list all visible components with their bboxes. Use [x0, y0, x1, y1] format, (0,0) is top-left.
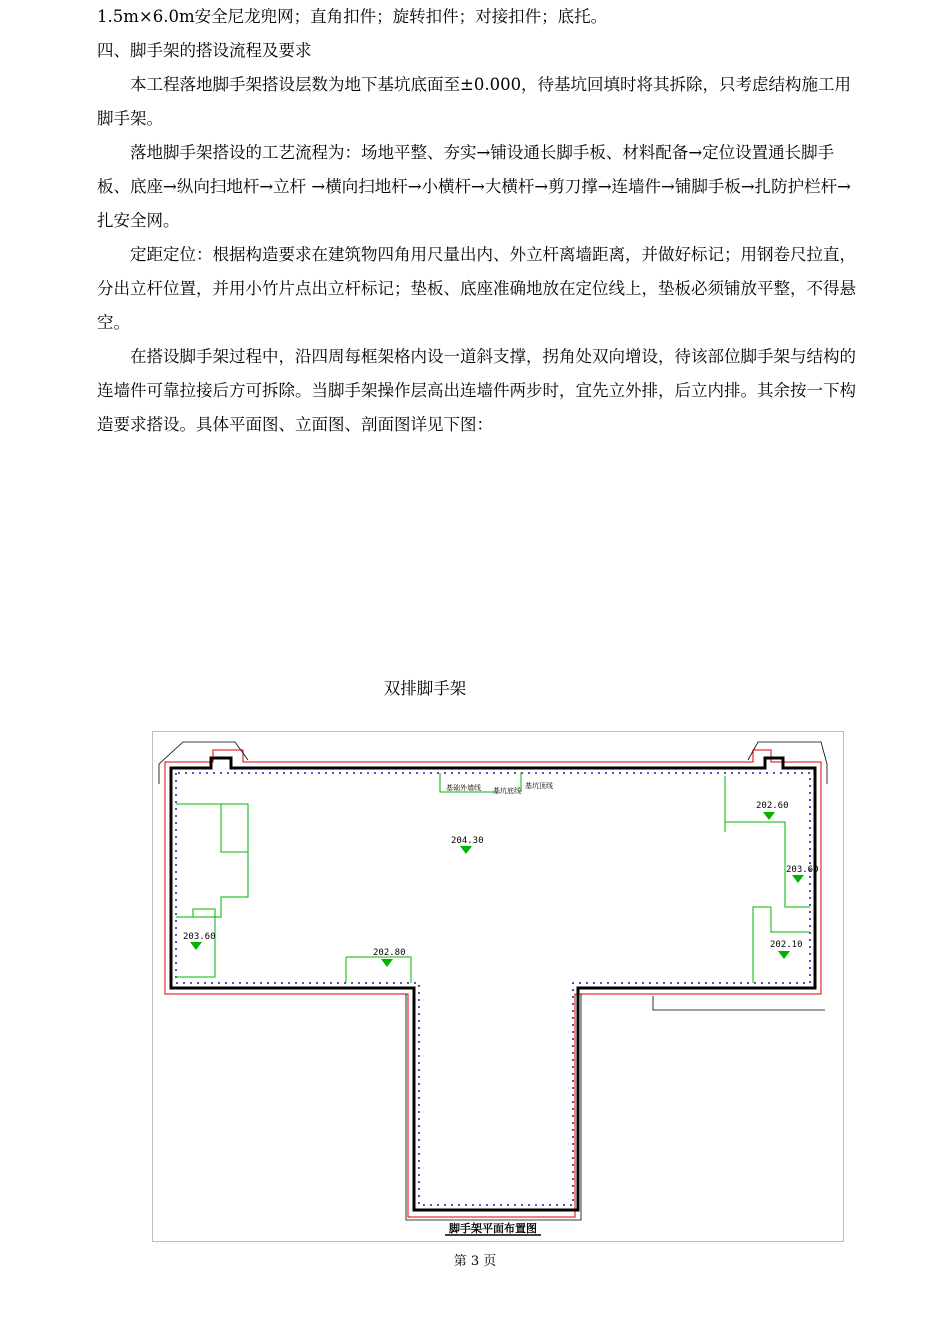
- red-safety-line: [165, 750, 821, 1217]
- paragraph-1: 本工程落地脚手架搭设层数为地下基坑底面至±0.000，待基坑回填时将其拆除，只考虑结构施工用脚手架。: [97, 75, 852, 128]
- paragraph-2: 落地脚手架搭设的工艺流程为：场地平整、夯实→铺设通长脚手板、材料配备→定位设置通长脚手板、底座→纵向扫地杆→立杆 →横向扫地杆→小横杆→大横杆→剪刀撑→连墙件→铺脚手板→扎防护栏杆→扎安全网。: [97, 143, 851, 230]
- page-number: 第 3 页: [453, 1254, 497, 1269]
- elevation-marker: [381, 959, 393, 967]
- elevation-markers: [190, 812, 804, 967]
- figure-caption: [0, 675, 950, 699]
- elevation-marker: [778, 951, 790, 959]
- elevation-marker: [763, 812, 775, 820]
- elevation-marker: [190, 942, 202, 950]
- lower-right-wing: [653, 996, 825, 1010]
- figure-caption-text: 双排脚手架: [383, 679, 467, 698]
- scaffold-plan-drawing: [153, 732, 843, 1241]
- top-labels: [446, 781, 553, 795]
- building-outline: [171, 758, 815, 1210]
- paragraph-4: 在搭设脚手架过程中，沿四周每框架格内设一道斜支撑，拐角处双向增设，待该部位脚手架与结构的连墙件可靠拉接后方可拆除。当脚手架操作层高出连墙件两步时，宜先立外排，后立内排。其余按一下构造要求搭设。具体平面图、立面图、剖面图详见下图：: [97, 347, 856, 434]
- materials-line: 1.5m×6.0m安全尼龙兜网；直角扣件；旋转扣件；对接扣件；底托。: [97, 7, 608, 26]
- elevation-label-center: 204.30: [451, 836, 484, 846]
- section-heading: 四、脚手架的搭设流程及要求: [97, 41, 312, 60]
- drawing-title: 脚手架平面布置图: [449, 1222, 537, 1235]
- elevation-marker: [792, 875, 804, 883]
- elevation-labels: [183, 801, 819, 958]
- elevation-marker: [460, 846, 472, 854]
- elevation-label-bottom: 202.80: [373, 948, 406, 958]
- elevation-label-right-low: 202.10: [770, 940, 803, 950]
- scaffold-plan-figure: [152, 731, 844, 1242]
- elevation-label-right-mid: 203.60: [786, 865, 819, 875]
- top-label-1: 基础外墙线: [446, 784, 481, 792]
- body-text: [97, 0, 857, 442]
- elevation-label-left: 203.60: [183, 932, 216, 942]
- top-label-2: 基坑底线: [493, 787, 521, 795]
- top-label-3: 基坑顶线: [525, 782, 553, 790]
- elevation-label-right-top: 202.60: [756, 801, 789, 811]
- paragraph-3: 定距定位：根据构造要求在建筑物四角用尺量出内、外立杆离墙距离，并做好标记；用钢卷尺拉直，分出立杆位置，并用小竹片点出立杆标记；垫板、底座准确地放在定位线上，垫板必须铺放平整，不得悬空。: [97, 245, 856, 332]
- lower-stem-outline: [406, 994, 581, 1220]
- zone-lines: [176, 772, 810, 983]
